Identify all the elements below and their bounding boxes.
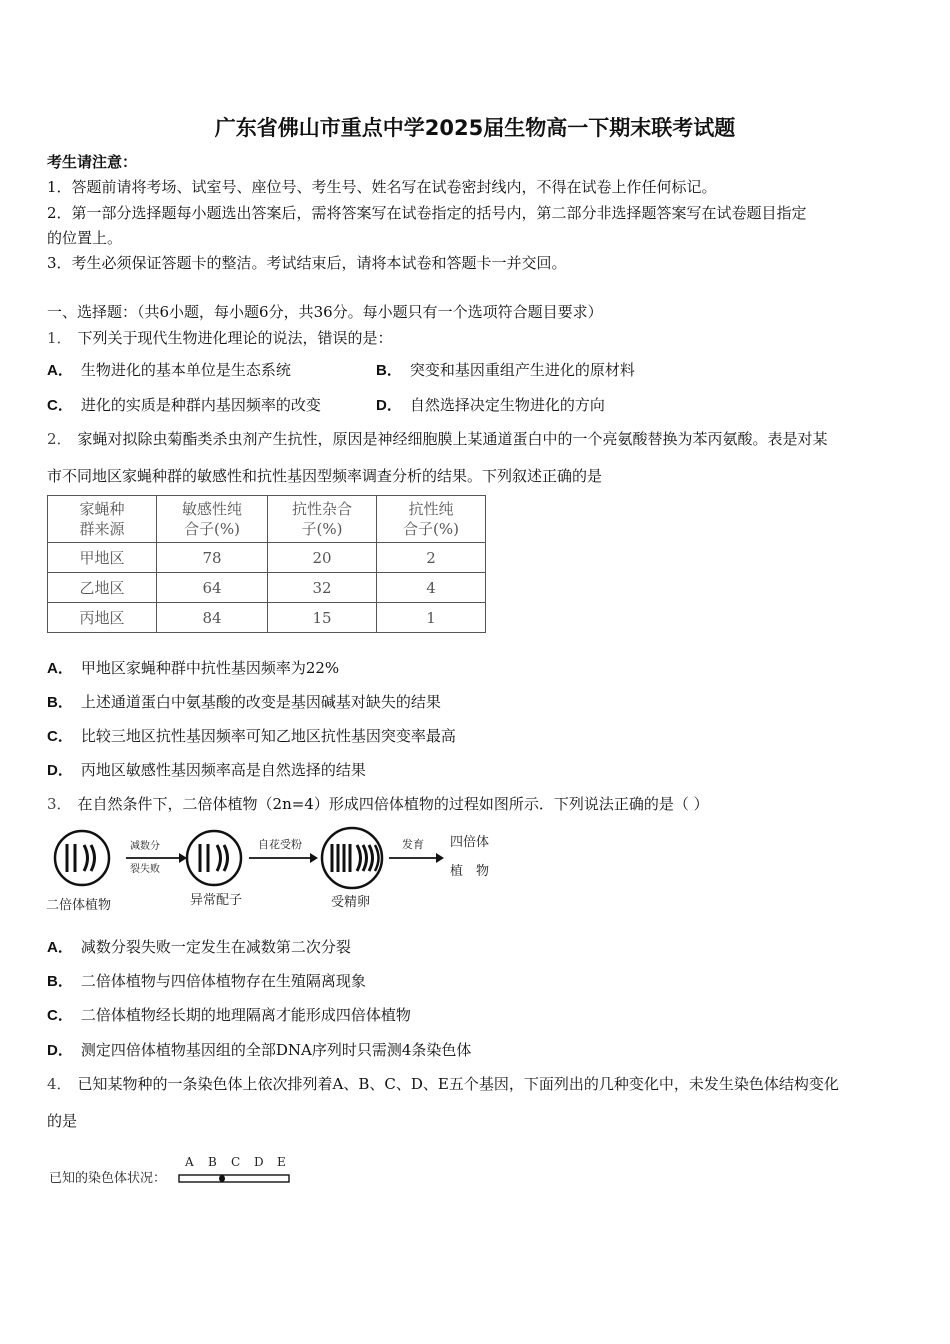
figure-label: 已知的染色体状况： [49, 1171, 167, 1186]
notice-item: 2．第一部分选择题每小题选出答案后，需将答案写在试卷指定的括号内，第二部分非选择题答案写在试卷题目指定 [47, 204, 807, 222]
stage-label: 二倍体植物 [46, 898, 112, 913]
table-header-cell: 敏感性纯 合子(%) [157, 496, 268, 543]
gene-label: A [185, 1155, 194, 1169]
notice-item: 3．考生必须保证答题卡的整洁。考试结束后，请将本试卷和答题卡一并交回。 [47, 254, 567, 272]
option-b[interactable]: B． 上述通道蛋白中氨基酸的改变是基因碱基对缺失的结果 [47, 693, 441, 711]
table-cell: 20 [268, 543, 377, 573]
polyploidy-diagram [44, 826, 504, 918]
option-a[interactable]: A． 甲地区家蝇种群中抗性基因频率为22% [47, 659, 340, 677]
genotype-frequency-table [47, 495, 486, 633]
question-stem: 在自然条件下，二倍体植物（2n=4）形成四倍体植物的过程如图所示．下列说法正确的是（ ） [77, 795, 709, 813]
arrow-label: 减数分 [130, 841, 160, 852]
abnormal-gamete-icon [187, 831, 241, 885]
table-cell: 4 [377, 573, 486, 603]
gene-label: D [254, 1155, 264, 1169]
question-3 [47, 794, 709, 814]
table-cell: 乙地区 [48, 573, 157, 603]
arrow-right-icon [249, 853, 318, 863]
chromosome-figure [47, 1150, 307, 1190]
question-stem-continued: 的是 [47, 1112, 78, 1130]
option-b[interactable]: B． 突变和基因重组产生进化的原材料 [376, 361, 635, 379]
table-header-cell: 家蝇种 群来源 [48, 496, 157, 543]
question-stem: 下列关于现代生物进化理论的说法，错误的是： [77, 329, 393, 347]
table-row [48, 603, 486, 633]
gene-label: C [231, 1155, 241, 1169]
arrow-label: 自花受粉 [258, 838, 302, 851]
gene-label: E [277, 1155, 286, 1169]
option-d[interactable]: D． 丙地区敏感性基因频率高是自然选择的结果 [47, 761, 366, 779]
table-row [48, 573, 486, 603]
option-a[interactable]: A． 减数分裂失败一定发生在减数第二次分裂 [47, 938, 351, 956]
question-number: 1． [47, 329, 72, 347]
arrow-label: 裂失败 [130, 864, 160, 875]
question-4 [47, 1074, 839, 1094]
option-c[interactable]: C． 进化的实质是种群内基因频率的改变 [47, 396, 321, 414]
table-row [48, 543, 486, 573]
section-heading: 一、选择题：（共6小题，每小题6分，共36分。每小题只有一个选项符合题目要求） [47, 303, 603, 321]
stage-label: 受精卵 [331, 895, 371, 910]
question-number: 2． [47, 430, 72, 448]
option-d[interactable]: D． 自然选择决定生物进化的方向 [376, 396, 605, 414]
table-cell: 84 [157, 603, 268, 633]
option-b[interactable]: B． 二倍体植物与四倍体植物存在生殖隔离现象 [47, 972, 366, 990]
table-cell: 15 [268, 603, 377, 633]
gene-label: B [208, 1155, 217, 1169]
table-header-cell: 抗性纯 合子(%) [377, 496, 486, 543]
question-stem: 家蝇对拟除虫菊酯类杀虫剂产生抗性，原因是神经细胞膜上某通道蛋白中的一个亮氨酸替换为苯丙氨酸。表是对某 [77, 430, 828, 448]
table-cell: 甲地区 [48, 543, 157, 573]
table-cell: 2 [377, 543, 486, 573]
page-title: 广东省佛山市重点中学2025届生物高一下期末联考试题 [214, 116, 736, 140]
question-number: 3． [47, 795, 72, 813]
option-d[interactable]: D． 测定四倍体植物基因组的全部DNA序列时只需测4条染色体 [47, 1041, 472, 1059]
stage-label: 植 物 [450, 864, 490, 879]
question-2 [47, 429, 828, 449]
table-cell: 丙地区 [48, 603, 157, 633]
question-stem: 已知某物种的一条染色体上依次排列着A、B、C、D、E五个基因，下面列出的几种变化中，未发生染色体结构变化 [77, 1075, 839, 1093]
option-c[interactable]: C． 二倍体植物经长期的地理隔离才能形成四倍体植物 [47, 1006, 411, 1024]
notice-heading: 考生请注意： [47, 153, 138, 171]
table-cell: 78 [157, 543, 268, 573]
table-header-row [48, 496, 486, 543]
question-stem-continued: 市不同地区家蝇种群的敏感性和抗性基因型频率调查分析的结果。下列叙述正确的是 [47, 467, 603, 485]
stage-label: 异常配子 [190, 893, 243, 908]
notice-item: 1．答题前请将考场、试室号、座位号、考生号、姓名写在试卷密封线内，不得在试卷上作任何标记。 [47, 178, 717, 196]
stage-label: 四倍体 [450, 835, 490, 850]
table-header-cell: 抗性杂合 子(%) [268, 496, 377, 543]
arrow-right-icon [126, 853, 187, 863]
option-a[interactable]: A． 生物进化的基本单位是生态系统 [47, 361, 291, 379]
table-cell: 1 [377, 603, 486, 633]
option-c[interactable]: C． 比较三地区抗性基因频率可知乙地区抗性基因突变率最高 [47, 727, 456, 745]
arrow-right-icon [389, 853, 444, 863]
notice-item: 的位置上。 [47, 229, 123, 247]
arrow-label: 发育 [402, 838, 424, 851]
zygote-icon [322, 828, 382, 888]
table-cell: 64 [157, 573, 268, 603]
question-1 [47, 328, 393, 348]
question-number: 4． [47, 1075, 72, 1093]
table-cell: 32 [268, 573, 377, 603]
diploid-cell-icon [55, 831, 109, 885]
chromosome-bar-icon [179, 1175, 289, 1182]
